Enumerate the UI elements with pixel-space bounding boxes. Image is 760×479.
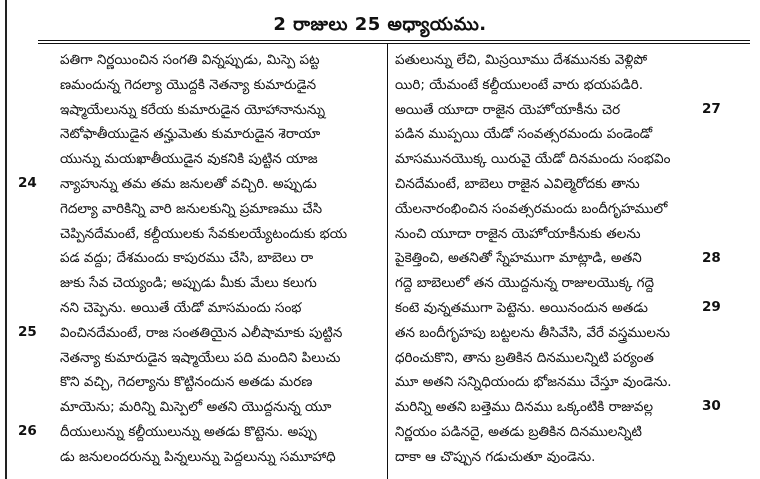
text-line: పతిగా నిర్ణయించిన సంగతి విన్నప్పుడు, మిస్పె పట్ట — [60, 52, 320, 68]
text-line: చినదేమంటే, బాబెలు రాజైన ఎవిల్మెరోదకు తాను — [395, 175, 640, 192]
text-line: యేలనారంభించిన సంవత్సరమందు బందీగృహములో — [395, 200, 668, 217]
text-line: ధరించుకొని, తాను బ్రతికిన దినములన్నిటి పర్యంత — [395, 349, 654, 366]
left-text-column — [60, 48, 382, 470]
right-text-column — [395, 48, 717, 470]
text-line: నెటోఫాతీయుడైన తన్హుమెతు కుమారుడైన శెరాయా — [60, 126, 321, 143]
text-line: మాసమునయొక్క యిరువై యేడో దినమందు సంభవిం — [395, 151, 671, 168]
text-line: కంటె వున్నతముగా పెట్టెను. అయినందున అతడు — [395, 299, 648, 316]
page-header-title: 2 రాజులు 25 అధ్యాయము. — [273, 14, 487, 35]
verse-number-27: 27 — [702, 101, 721, 117]
verse-number-30: 30 — [702, 398, 721, 414]
text-line: యిరి; యేమంటే కల్దీయులంటే వారు భయపడిరి. — [395, 76, 643, 93]
text-line: మాయెను; మరిన్ని మిస్పెలో అతని యొద్దనున్న యూ — [60, 399, 332, 416]
verse-number-25: 25 — [18, 324, 37, 340]
text-line: చెప్పినదేమంటే, కల్దీయులకు సేవకులయ్యేటందుకు భయ — [60, 225, 348, 242]
verse-number-26: 26 — [18, 423, 37, 439]
verse-number-29: 29 — [702, 299, 721, 315]
text-line: వించినదేమంటే, రాజ సంతతియైన ఎలీషామాకు పుట్టిన — [60, 324, 343, 341]
verse-number-28: 28 — [702, 250, 721, 266]
text-line: అయితే యూదా రాజైన యెహోయాకీను చెర — [395, 101, 621, 118]
verse-number-24: 24 — [18, 175, 37, 191]
text-line: యున్ను మయఖాతీయుడైన వుకనికి పుట్టిన యాజ — [60, 151, 318, 168]
text-line: నెతన్యా కుమారుడైన ఇష్మాయేలు పది మందిని పిలుచు — [60, 349, 341, 366]
column-divider — [387, 44, 388, 479]
header-rule — [38, 40, 750, 41]
text-line: పైకెత్తించి, అతనితో స్నేహముగా మాట్లాడి, అతని — [395, 250, 642, 267]
binding-edge — [5, 0, 7, 479]
header-rule-double — [38, 43, 750, 44]
text-line: పతులున్ను లేచి, మిస్రయీము దేశమునకు వెళ్లిపో — [395, 52, 648, 68]
text-line: గద్దె బాబెలులో తన యొద్దనున్న రాజులయొక్క గద్దె — [395, 275, 655, 292]
text-line: దాకా ఆ చొప్పున గడుచుతూ వుండెను. — [395, 448, 596, 465]
text-line: డు జనులందరున్ను పిన్నలున్ను పెద్దలున్ను సమూహాధి — [60, 448, 336, 465]
text-line: గెదల్యా వారికిన్ని వారి జనులకున్ని ప్రమాణము చేసి — [60, 200, 323, 217]
text-line: నని చెప్పెను. అయితే యేడో మాసమందు సంభ — [60, 299, 302, 316]
text-line: కొని వచ్చి, గెదల్యాను కొట్టినందున అతడు మరణ — [60, 374, 313, 391]
text-line: తన బందీగృహపు బట్టలను తీసివేసి, వేరే వస్త్రములను — [395, 324, 671, 341]
text-line: మూ అతని సన్నిధియందు భోజనము చేస్తూ వుండెను. — [395, 374, 672, 391]
text-line: నిర్ణయం పడినదై, అతడు బ్రతికిన దినములన్నిటి — [395, 423, 642, 440]
text-line: దీయులున్ను కల్దీయులున్ను అతడు కొట్టెను. అప్పు — [60, 423, 317, 440]
text-line: పడ వద్దు; దేశమందు కాపురము చేసి, బాబెలు రా — [60, 250, 314, 267]
text-line: జుకు సేవ చెయ్యండి; అప్పుడు మీకు మేలు కలుగు — [60, 275, 317, 292]
text-line: పడిన ముప్పయి యేడో సంవత్సరమందు పండెండో — [395, 126, 653, 143]
text-line: నుంచి యూదా రాజైన యెహోయాకీనుకు తలను — [395, 225, 641, 242]
text-line: ఇష్మాయేలున్ను కరేయ కుమారుడైన యోహానానున్ను — [60, 101, 326, 118]
text-line: ణమందున్న గెదల్యా యొద్దకి నెతన్యా కుమారుడైన — [60, 76, 317, 93]
text-line: మరిన్ని అతని బత్తెము దినము ఒక్కంటికి రాజువల్ల — [395, 399, 654, 416]
text-line: న్యాహున్ను తమ తమ జనులతో వచ్చిరి. అప్పుడు — [60, 175, 317, 192]
